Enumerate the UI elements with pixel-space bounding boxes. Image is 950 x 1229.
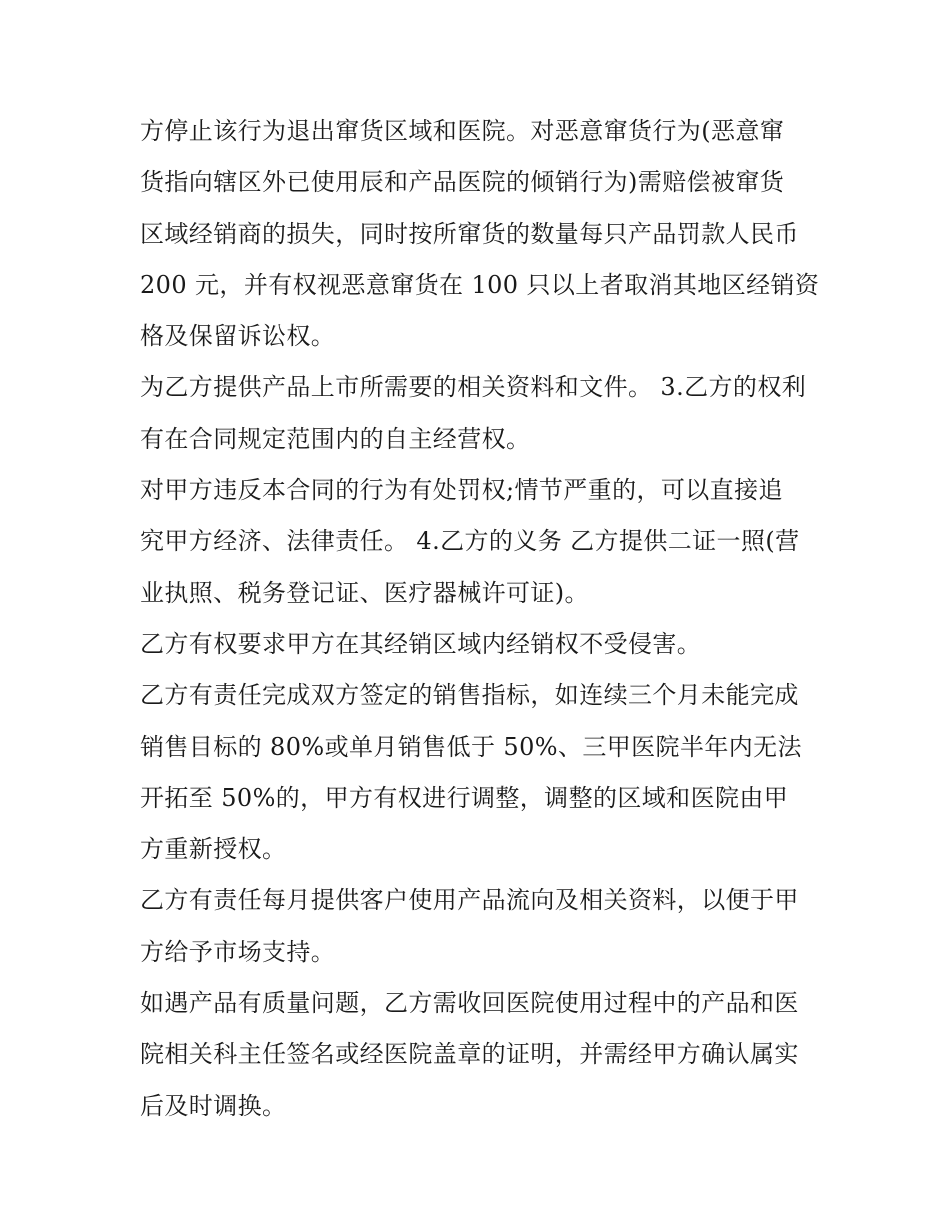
text-line: 乙方有责任每月提供客户使用产品流向及相关资料，以便于甲 [140, 886, 799, 915]
text-line: 200 元，并有权视恶意窜货在 100 只以上者取消其地区经销资 [140, 270, 820, 299]
text-line: 货指向辖区外已使用辰和产品医院的倾销行为)需赔偿被窜货 [140, 168, 785, 197]
text-line: 为乙方提供产品上市所需要的相关资料和文件。 3.乙方的权利 [140, 373, 807, 402]
document-body [140, 106, 820, 1132]
text-line: 乙方有责任完成双方签定的销售指标，如连续三个月未能完成 [140, 681, 799, 710]
text-line: 销售目标的 80%或单月销售低于 50%、三甲医院半年内无法 [140, 732, 802, 761]
text-line: 格及保留诉讼权。 [140, 322, 336, 351]
text-line: 方重新授权。 [140, 835, 287, 864]
text-line: 方停止该行为退出窜货区域和医院。对恶意窜货行为(恶意窜 [140, 117, 785, 145]
text-line: 如遇产品有质量问题，乙方需收回医院使用过程中的产品和医 [140, 989, 799, 1018]
text-line: 院相关科主任签名或经医院盖章的证明，并需经甲方确认属实 [140, 1040, 799, 1069]
text-line: 区域经销商的损失，同时按所窜货的数量每只产品罚款人民币 [140, 219, 799, 248]
text-line: 对甲方违反本合同的行为有处罚权;情节严重的，可以直接追 [140, 476, 783, 505]
text-line: 究甲方经济、法律责任。 4.乙方的义务 乙方提供二证一照(营 [140, 527, 800, 556]
text-line: 乙方有权要求甲方在其经销区域内经销权不受侵害。 [140, 629, 702, 658]
text-line: 后及时调换。 [140, 1091, 287, 1120]
text-line: 方给予市场支持。 [140, 937, 336, 966]
text-line: 有在合同规定范围内的自主经营权。 [140, 424, 531, 453]
text-line: 业执照、税务登记证、医疗器械许可证)。 [140, 578, 589, 607]
text-line: 开拓至 50%的，甲方有权进行调整，调整的区域和医院由甲 [140, 783, 789, 812]
